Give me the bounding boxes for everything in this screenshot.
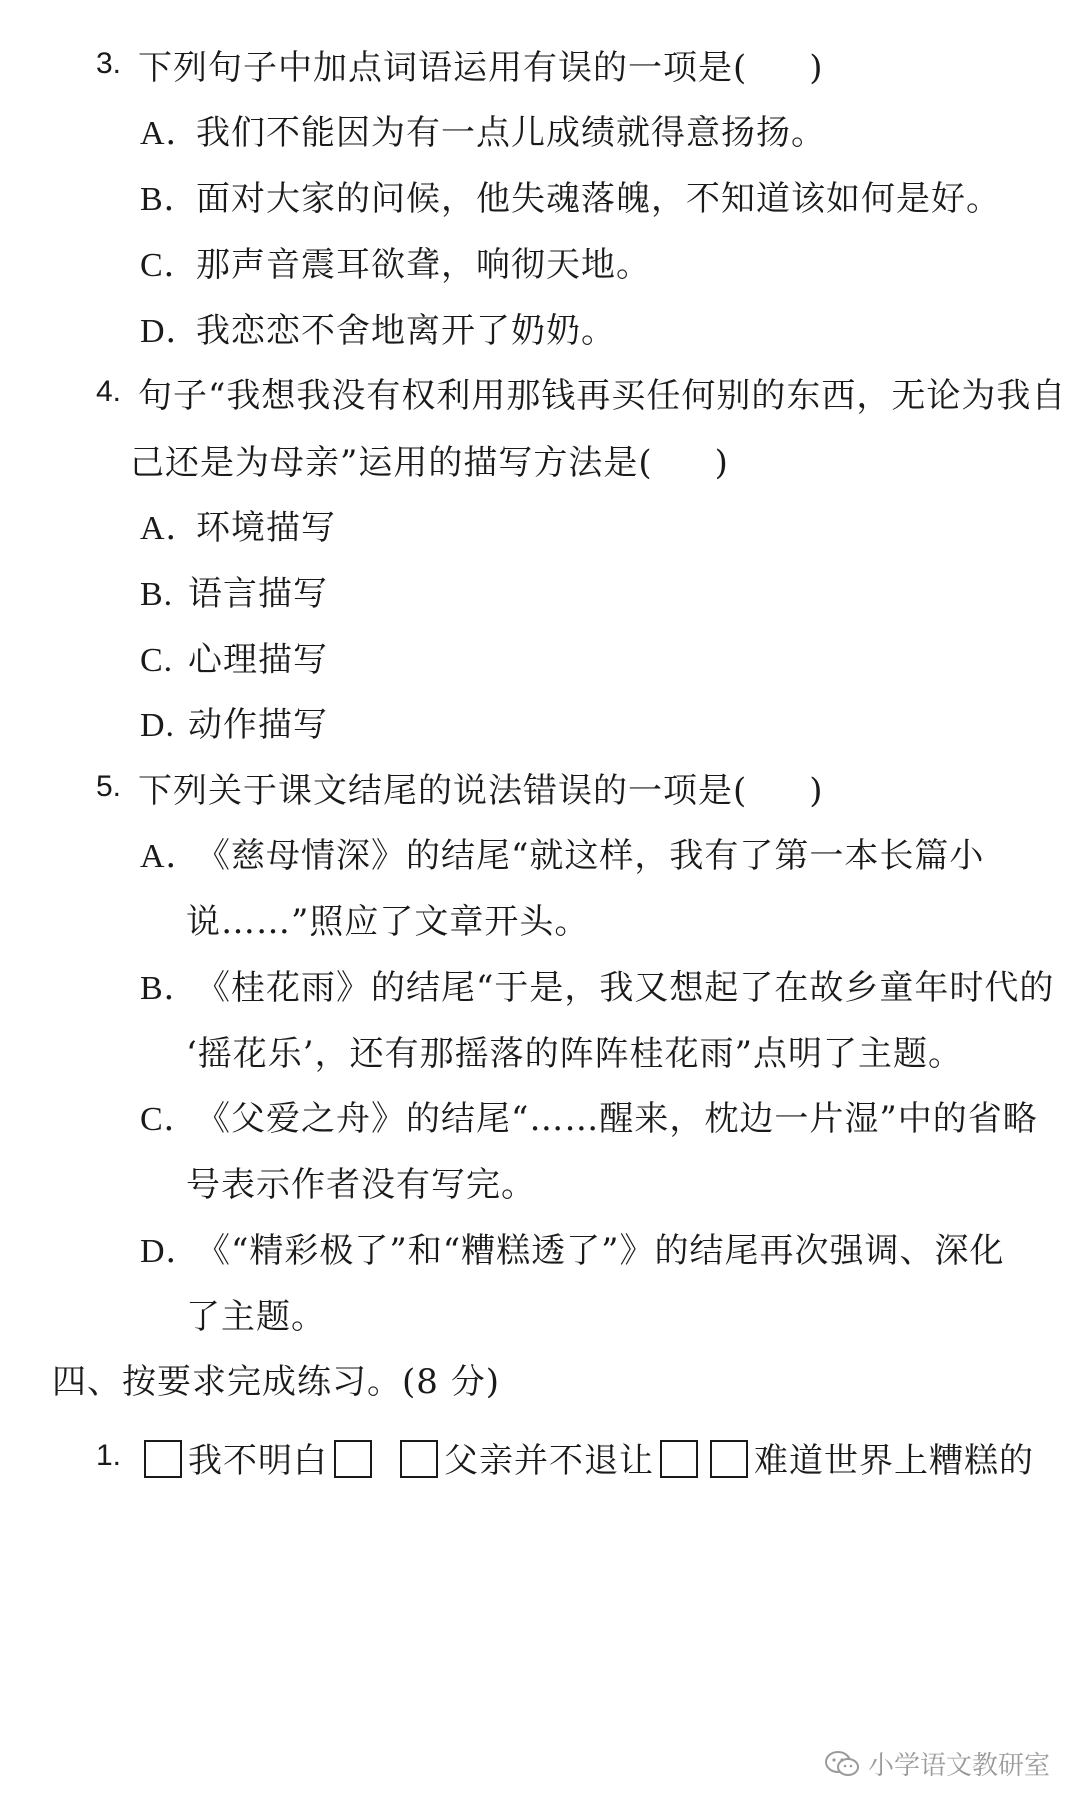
option-text: 《父爱之舟》的结尾“……醒来，枕边一片湿”中的省略 xyxy=(196,1099,1038,1139)
option-letter: B． xyxy=(140,970,199,1007)
option-letter: C． xyxy=(140,247,199,284)
option-text: 我们不能因为有一点儿成绩就得意扬扬。 xyxy=(196,113,826,153)
sentence-part: 难道世界上糟糕的 xyxy=(754,1441,1034,1481)
close-paren: ) xyxy=(809,771,824,811)
question-4-option-a xyxy=(140,508,336,549)
watermark xyxy=(824,1745,1050,1782)
option-text: 那声音震耳欲聋，响彻天地。 xyxy=(196,245,651,285)
option-text: 心理描写 xyxy=(188,640,328,680)
question-5-option-b-line1 xyxy=(140,968,1054,1009)
question-5-option-a-line2: 说……”照应了文章开头。 xyxy=(186,902,590,942)
question-5-option-a-line1 xyxy=(140,836,984,877)
section-4-question-1-number: 1. xyxy=(96,1439,122,1472)
option-letter: C． xyxy=(140,1101,199,1138)
option-letter: B． xyxy=(140,181,199,218)
question-5-stem-text: 下列关于课文结尾的说法错误的一项是( xyxy=(138,771,748,811)
question-4-number: 4. xyxy=(96,375,122,408)
close-paren: ) xyxy=(714,443,729,483)
question-5-option-c-line1 xyxy=(140,1099,1038,1140)
option-text: 环境描写 xyxy=(196,508,336,548)
option-text: 语言描写 xyxy=(188,574,328,614)
option-text: 《桂花雨》的结尾“于是，我又想起了在故乡童年时代的 xyxy=(196,968,1055,1008)
section-4-title: 四、按要求完成练习。(8 分) xyxy=(52,1362,500,1402)
wechat-icon xyxy=(824,1750,860,1778)
question-5-option-d-line1 xyxy=(140,1231,1005,1272)
option-text: 我恋恋不舍地离开了奶奶。 xyxy=(196,311,616,351)
question-3-option-b xyxy=(140,179,1001,220)
option-letter: D． xyxy=(140,1233,201,1270)
option-letter: A． xyxy=(140,838,201,875)
punctuation-box[interactable] xyxy=(710,1440,748,1478)
question-4-stem-line1: 句子“我想我没有权利用那钱再买任何别的东西，无论为我自 xyxy=(138,376,1067,416)
question-4-stem-text: 己还是为母亲”运用的描写方法是( xyxy=(130,443,653,483)
option-letter: D. xyxy=(140,707,176,744)
option-letter: A． xyxy=(140,510,201,547)
question-3-option-a xyxy=(140,113,826,154)
punctuation-box[interactable] xyxy=(660,1440,698,1478)
question-5-option-c-line2: 号表示作者没有写完。 xyxy=(186,1165,536,1205)
question-3-number: 3. xyxy=(96,47,122,80)
question-3-stem xyxy=(138,48,824,88)
question-4-option-d xyxy=(140,705,328,746)
sentence-part: 父亲并不退让 xyxy=(444,1441,654,1481)
punctuation-box[interactable] xyxy=(400,1440,438,1478)
sentence-part: 我不明白 xyxy=(188,1441,328,1481)
section-4-question-1-line xyxy=(138,1440,1034,1481)
question-4-stem-line2 xyxy=(130,443,729,483)
option-text: 《慈母情深》的结尾“就这样，我有了第一本长篇小 xyxy=(196,836,985,876)
option-letter: A． xyxy=(140,115,201,152)
punctuation-box[interactable] xyxy=(334,1440,372,1478)
option-text: 《“精彩极了”和“糟糕透了”》的结尾再次强调、深化 xyxy=(196,1231,1005,1271)
question-3-option-d xyxy=(140,311,616,352)
question-5-stem xyxy=(138,771,824,811)
question-3-stem-text: 下列句子中加点词语运用有误的一项是( xyxy=(138,48,748,88)
question-5-option-b-line2: ‘摇花乐’，还有那摇落的阵阵桂花雨”点明了主题。 xyxy=(186,1034,963,1074)
question-4-option-c xyxy=(140,640,328,681)
option-text: 面对大家的问候，他失魂落魄，不知道该如何是好。 xyxy=(196,179,1001,219)
close-paren: ) xyxy=(809,48,824,88)
question-3-option-c xyxy=(140,245,651,286)
option-letter: B. xyxy=(140,576,174,613)
question-5-number: 5. xyxy=(96,770,122,803)
question-5-option-d-line2: 了主题。 xyxy=(186,1297,326,1337)
option-letter: D． xyxy=(140,313,201,350)
punctuation-box[interactable] xyxy=(144,1440,182,1478)
watermark-text: 小学语文教研室 xyxy=(867,1751,1050,1781)
question-4-option-b xyxy=(140,574,328,615)
option-letter: C. xyxy=(140,642,174,679)
option-text: 动作描写 xyxy=(188,705,328,745)
